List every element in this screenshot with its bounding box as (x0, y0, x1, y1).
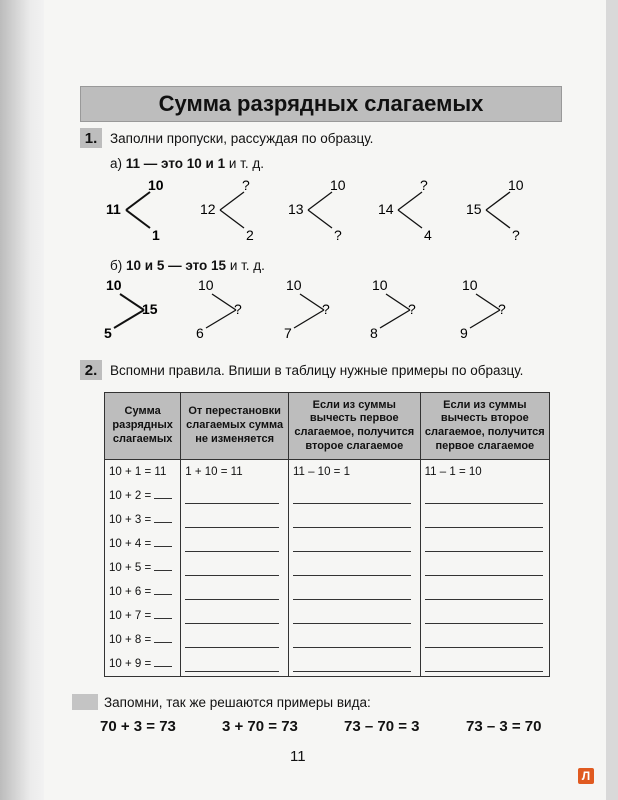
diagram-b-branch-top (476, 294, 500, 310)
header-commutative: От перестановки слагаемых сумма не изменяется (181, 393, 289, 460)
answer-row (185, 604, 284, 628)
diagram-a-center: 15 (466, 201, 482, 217)
answer-blank[interactable] (154, 582, 172, 595)
diagram-a-branch-bottom (308, 210, 332, 228)
answer-row (425, 652, 545, 676)
place-value-example-text: 10 + 5 = (109, 562, 155, 574)
task1a-label: а) (110, 156, 123, 171)
sample-example: 1 + 10 = 11 (185, 466, 243, 478)
diagram-a-top: ? (420, 177, 428, 193)
diagram-a-bottom: ? (512, 227, 520, 243)
answer-row (425, 484, 545, 508)
example-2: 3 + 70 = 73 (222, 718, 298, 735)
diagram-b-branch-top (386, 294, 410, 310)
answer-row (293, 508, 416, 532)
answer-row (185, 556, 284, 580)
page-number: 11 (290, 748, 306, 765)
answer-line[interactable] (185, 632, 279, 648)
answer-line[interactable] (185, 488, 279, 504)
answer-blank[interactable] (154, 630, 172, 643)
place-value-example (109, 508, 176, 532)
task2-instruction: Вспомни правила. Впиши в таблицу нужные примеры по образцу. (110, 363, 524, 378)
column-minus-second (420, 460, 549, 677)
place-value-example (109, 532, 176, 556)
task1-number: 1. (80, 128, 102, 148)
diagram-a-bottom: 1 (152, 227, 160, 243)
answer-blank[interactable] (154, 486, 172, 499)
header-place-value-sum: Сумма разрядных слагаемых (105, 393, 181, 460)
answer-row (293, 628, 416, 652)
answer-line[interactable] (293, 560, 411, 576)
answer-row (425, 604, 545, 628)
place-value-example (109, 556, 176, 580)
diagram-b-result: 15 (142, 301, 158, 317)
answer-row (425, 628, 545, 652)
answer-line[interactable] (293, 488, 411, 504)
diagram-b-branch-top (212, 294, 236, 310)
answer-row (425, 556, 545, 580)
diagram-a-branch-top (308, 192, 332, 210)
answer-line[interactable] (293, 584, 411, 600)
sample-example: 11 – 1 = 10 (424, 466, 482, 478)
answer-line[interactable] (293, 656, 411, 672)
place-value-example (109, 604, 176, 628)
answer-row (185, 532, 284, 556)
answer-row (293, 484, 416, 508)
answer-row (185, 580, 284, 604)
place-value-example-text: 10 + 3 = (109, 514, 155, 526)
task1b-label: б) (110, 258, 123, 273)
place-value-example-text: 10 + 7 = (109, 610, 155, 622)
diagram-a-center: 11 (106, 201, 121, 217)
answer-line[interactable] (425, 512, 543, 528)
place-value-example (109, 580, 176, 604)
rules-table (104, 392, 550, 677)
answer-line[interactable] (425, 608, 543, 624)
diagram-a-branch-bottom (486, 210, 510, 228)
diagram-a-bottom: ? (334, 227, 342, 243)
labirint-logo-icon: Л (578, 768, 594, 784)
answer-line[interactable] (185, 608, 279, 624)
diagram-b-branch-bottom (114, 310, 144, 328)
diagram-b-result: ? (408, 301, 416, 317)
place-value-example-text: 10 + 4 = (109, 538, 155, 550)
place-value-example (109, 460, 176, 484)
answer-blank[interactable] (154, 606, 172, 619)
task1-instruction: Заполни пропуски, рассуждая по образцу. (110, 131, 374, 146)
diagram-a-branch-bottom (220, 210, 244, 228)
diagram-a-center: 14 (378, 201, 394, 217)
answer-line[interactable] (185, 536, 279, 552)
answer-row (425, 580, 545, 604)
page-title: Сумма разрядных слагаемых (80, 86, 562, 122)
answer-line[interactable] (185, 656, 279, 672)
task1a-tail: и т. д. (228, 156, 264, 171)
diagram-a-branch-top (220, 192, 244, 210)
diagram-a-top: 10 (508, 177, 524, 193)
diagram-a-top: 10 (330, 177, 346, 193)
answer-blank[interactable] (154, 534, 172, 547)
answer-line[interactable] (425, 536, 543, 552)
place-value-example (109, 628, 176, 652)
answer-row (185, 628, 284, 652)
answer-row (185, 508, 284, 532)
example-1: 70 + 3 = 73 (100, 718, 176, 735)
column-minus-first (288, 460, 420, 677)
answer-row (293, 580, 416, 604)
diagram-b-branch-bottom (380, 310, 410, 328)
answer-line[interactable] (425, 584, 543, 600)
answer-row (425, 460, 545, 484)
place-value-example-text: 10 + 6 = (109, 586, 155, 598)
answer-row (185, 460, 284, 484)
task1a-sample: 11 — это 10 и 1 (125, 156, 226, 171)
answer-line[interactable] (293, 632, 411, 648)
diagram-a-top: ? (242, 177, 250, 193)
diagram-b-bottom: 5 (104, 325, 112, 341)
diagram-a-bottom: 2 (246, 227, 254, 243)
diagram-a-center: 13 (288, 201, 304, 217)
diagram-b-bottom: 6 (196, 325, 204, 341)
diagram-b-result: ? (234, 301, 242, 317)
diagram-b-result: ? (322, 301, 330, 317)
diagram-a-bottom: 4 (424, 227, 432, 243)
answer-row (185, 652, 284, 676)
diagram-b-branch-bottom (470, 310, 500, 328)
answer-line[interactable] (293, 536, 411, 552)
answer-line[interactable] (185, 512, 279, 528)
diagram-a-branch-bottom (126, 210, 150, 228)
column-commutative (181, 460, 289, 677)
remember-text: Запомни, так же решаются примеры вида: (104, 695, 371, 710)
diagram-b-top: 10 (198, 277, 214, 293)
answer-line[interactable] (425, 560, 543, 576)
answer-line[interactable] (185, 584, 279, 600)
diagram-b-top: 10 (286, 277, 302, 293)
header-minus-first: Если из суммы вычесть первое слагаемое, получится второе слагаемое (288, 393, 420, 460)
answer-line[interactable] (425, 656, 543, 672)
place-value-example-text: 10 + 8 = (109, 634, 155, 646)
column-place-value-sums (105, 460, 181, 677)
answer-blank[interactable] (154, 558, 172, 571)
diagram-a-branch-bottom (398, 210, 422, 228)
example-3: 73 – 70 = 3 (344, 718, 420, 735)
diagram-b-branch-bottom (206, 310, 236, 328)
diagram-a-branch-top (486, 192, 510, 210)
answer-blank[interactable] (154, 510, 172, 523)
diagram-b-top: 10 (462, 277, 478, 293)
answer-row (185, 484, 284, 508)
task1b-sample: 10 и 5 — это 15 (126, 258, 227, 273)
task1b-tail: и т. д. (229, 258, 265, 273)
place-value-example (109, 484, 176, 508)
diagram-b-top: 10 (106, 277, 122, 293)
remember-icon (72, 694, 98, 710)
answer-row (293, 460, 416, 484)
diagram-a-branch-top (398, 192, 422, 210)
diagram-b-top: 10 (372, 277, 388, 293)
diagram-b-branch-top (300, 294, 324, 310)
diagram-a-branch-top (126, 192, 150, 210)
answer-row (293, 532, 416, 556)
answer-line[interactable] (425, 632, 543, 648)
diagram-b-result: ? (498, 301, 506, 317)
diagram-b-branch-bottom (294, 310, 324, 328)
example-4: 73 – 3 = 70 (466, 718, 542, 735)
place-value-example-text: 10 + 9 = (109, 658, 155, 670)
answer-row (293, 604, 416, 628)
answer-line[interactable] (185, 560, 279, 576)
answer-row (293, 556, 416, 580)
diagram-a-top: 10 (148, 177, 164, 193)
place-value-example-text: 10 + 1 = 11 (109, 466, 167, 478)
task2-number: 2. (80, 360, 102, 380)
answer-row (425, 508, 545, 532)
place-value-example-text: 10 + 2 = (109, 490, 155, 502)
answer-line[interactable] (293, 512, 411, 528)
diagram-b-branch-top (120, 294, 144, 310)
diagram-a-center: 12 (200, 201, 216, 217)
diagram-b-bottom: 9 (460, 325, 468, 341)
header-minus-second: Если из суммы вычесть второе слагаемое, получится первое слагаемое (420, 393, 549, 460)
place-value-example (109, 652, 176, 676)
answer-line[interactable] (293, 608, 411, 624)
diagram-b-bottom: 8 (370, 325, 378, 341)
sample-example: 11 – 10 = 1 (292, 466, 350, 478)
answer-line[interactable] (425, 488, 543, 504)
answer-row (425, 532, 545, 556)
answer-blank[interactable] (154, 654, 172, 667)
diagram-b-bottom: 7 (284, 325, 292, 341)
answer-row (293, 652, 416, 676)
